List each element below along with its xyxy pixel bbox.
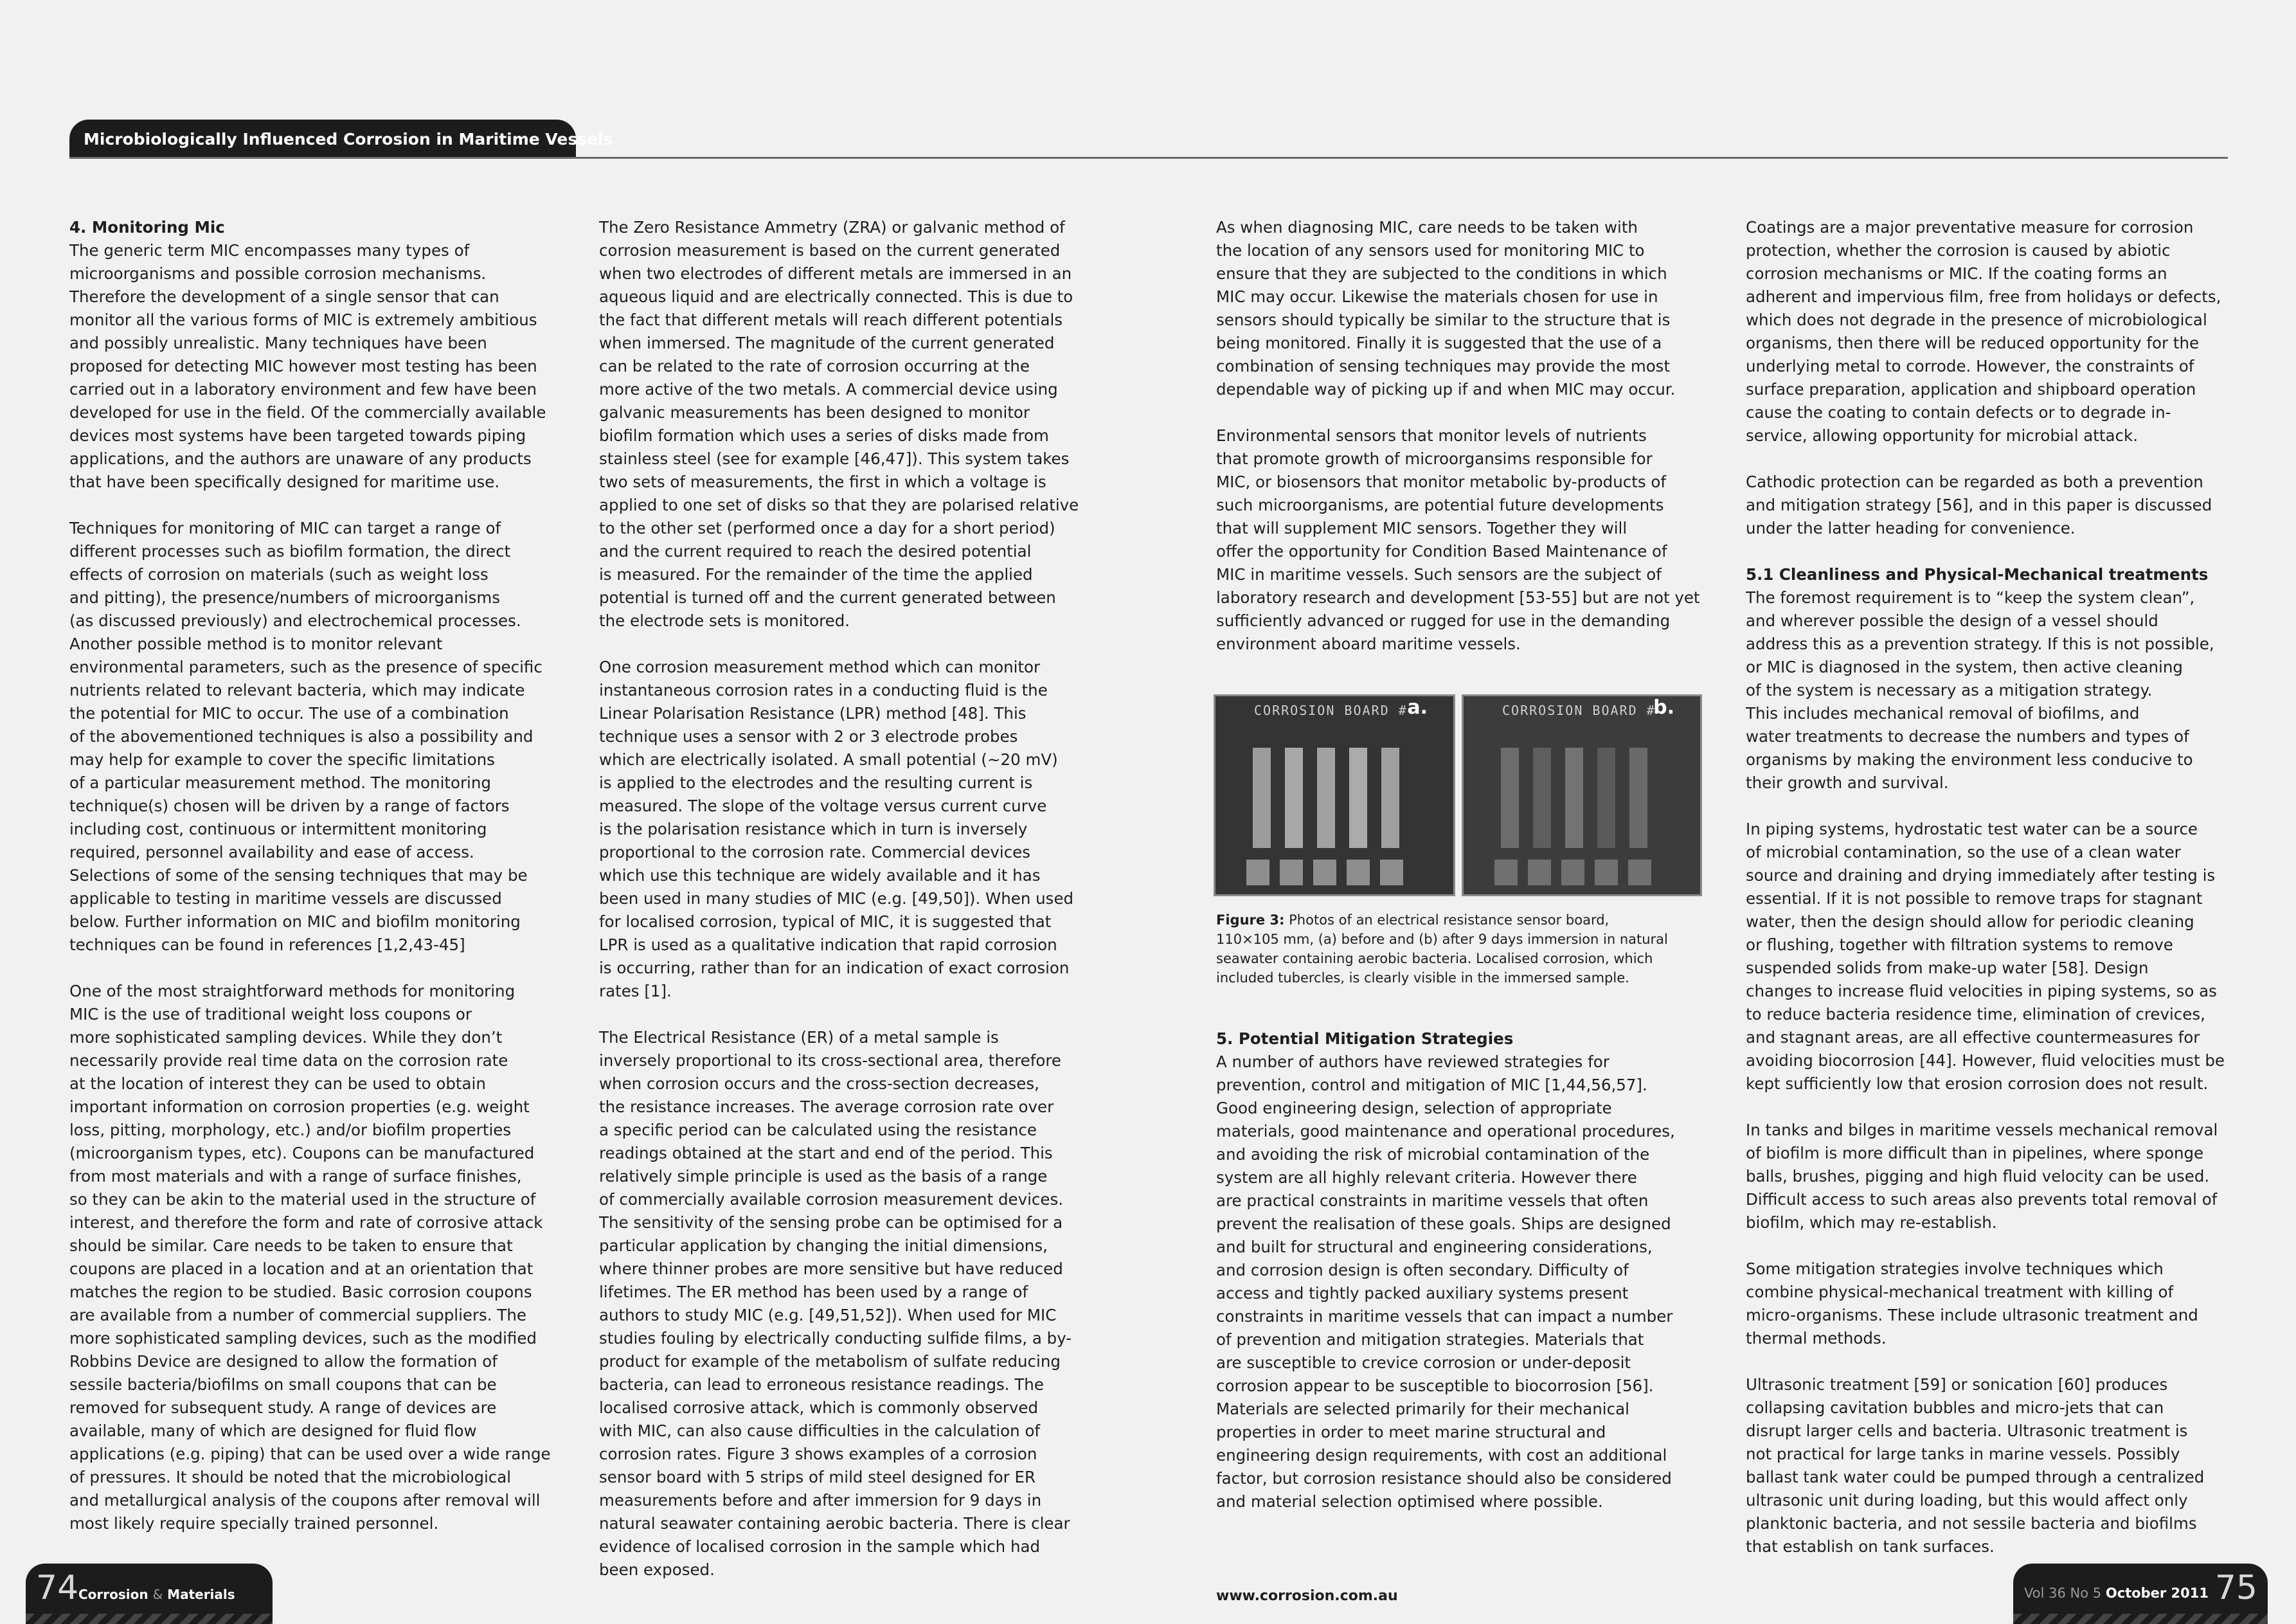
- page-number-left: 74: [36, 1569, 79, 1607]
- figure-photo-before: [1214, 694, 1455, 896]
- solder-pad: [1380, 860, 1403, 885]
- column-3-top: [1216, 216, 1705, 656]
- issue-info: Vol 36 No 5 October 2011: [2024, 1585, 2209, 1601]
- photo-label-b: b.: [1653, 696, 1674, 719]
- paragraph: In piping systems, hydrostatic test water can be a source of microbial contamination, so the use of a clean water source and draining and drying immediately after testing is essential. If it is not possible to remove traps for stagnant water, then the design should allow for periodic cleaning or flushing, together with filtration systems to remove suspended solids from make-up water [58]. Design changes to increase fluid velocities in piping systems, so as to reduce bacteria residence time, elimination of crevices, and stagnant areas, are all effective countermeasures for avoiding biocorrosion [44]. However, fluid velocities must be kept sufficiently low that erosion corrosion does not result.: [1746, 820, 2225, 1093]
- column-2: [599, 216, 1088, 1582]
- board-label: CORROSION BOARD #: [1502, 703, 1656, 718]
- paragraph: Cathodic protection can be regarded as both a prevention and mitigation strategy [56], and in this paper is discussed under the latter heading for convenience.: [1746, 473, 2212, 537]
- solder-pad: [1347, 860, 1370, 885]
- solder-pad: [1595, 860, 1618, 885]
- paragraph: The generic term MIC encompasses many types of microorganisms and possible corrosion mechanisms. Therefore the development of a single sensor that can monitor all the various forms of MIC is extremely ambitious and possibly unrealistic. Many techniques have been proposed for detecting MIC however most testing has been carried out in a laboratory environment and few have been developed for use in the field. Of the commercially available devices most systems have been targeted towards piping applications, and the authors are unaware of any products that have been specifically designed for maritime use.: [69, 241, 546, 491]
- board-label: CORROSION BOARD #: [1254, 703, 1408, 718]
- paragraph: One of the most straightforward methods for monitoring MIC is the use of traditional weight loss coupons or more sophisticated sampling devices. While they don’t necessarily provide real time data on the corrosion rate at the location of interest they can be used to obtain important information on corrosion properties (e.g. weight loss, pitting, morphology, etc.) and/or biofilm properties (microorganism types, etc). Coupons can be manufactured from most materials and with a range of surface finishes, so they can be akin to the material used in the structure of interest, and therefore the form and rate of corrosive attack should be similar. Care needs to be taken to ensure that coupons are placed in a location and at an orientation that matches the region to be studied. Basic corrosion coupons are available from a number of commercial suppliers. The more sophisticated sampling devices, such as the modified Robbins Device are designed to allow the formation of sessile bacteria/biofilms on small coupons that can be removed for subsequent study. A range of devices are available, many of which are designed for fluid flow applications (e.g. piping) that can be used over a wide range of pressures. It should be noted that the microbiological and metallurgical analysis of the coupons after removal will most likely require specially trained personnel.: [69, 982, 551, 1533]
- section-heading-cleanliness: 5.1 Cleanliness and Physical-Mechanical treatments: [1746, 565, 2209, 584]
- paragraph: The Zero Resistance Ammetry (ZRA) or galvanic method of corrosion measurement is based on the current generated when two electrodes of different metals are immersed in an aqueous liquid and are electrically connected. This is due to the fact that different metals will reach different potentials when immersed. The magnitude of the current generated can be related to the rate of corrosion occurring at the more active of the two metals. A commercial device using galvanic measurements has been designed to monitor biofilm formation which uses a series of disks made from stainless steel (see for example [46,47]). This system takes two sets of measurements, the first in which a voltage is applied to one set of disks so that they are polarised relative to the other set (performed once a day for a short period) and the current required to reach the desired potential is measured. For the remainder of the time the applied potential is turned off and the current generated between the electrode sets is monitored.: [599, 218, 1079, 630]
- sensor-board-photo: [1214, 694, 1455, 896]
- corroded-strip: [1501, 748, 1519, 848]
- photo-label-a: a.: [1407, 696, 1428, 719]
- magazine-title: Corrosion & Materials: [78, 1587, 235, 1602]
- corroded-strip: [1629, 748, 1647, 848]
- paragraph: Environmental sensors that monitor levels of nutrients that promote growth of microorgansims responsible for MIC, or biosensors that monitor metabolic by-products of such microorganisms, are potential future developments that will supplement MIC sensors. Together they will offer the opportunity for Condition Based Maintenance of MIC in maritime vessels. Such sensors are the subject of laboratory research and development [53-55] but are not yet sufficiently advanced or rugged for use in the demanding environment aboard maritime vessels.: [1216, 426, 1700, 653]
- steel-strip: [1349, 748, 1367, 848]
- steel-strip: [1381, 748, 1399, 848]
- solder-pad: [1528, 860, 1551, 885]
- paragraph: The foremost requirement is to “keep the system clean”, and wherever possible the design of a vessel should address this as a prevention strategy. If this is not possible, or MIC is diagnosed in the system, then active cleaning of the system is necessary as a mitigation strategy. This includes mechanical removal of biofilms, and water treatments to decrease the numbers and types of organisms by making the environment less conducive to their growth and survival.: [1746, 588, 2214, 792]
- paragraph: Some mitigation strategies involve techniques which combine physical-mechanical treatment with killing of micro-organisms. These include ultrasonic treatment and thermal methods.: [1746, 1259, 2198, 1348]
- paragraph: Coatings are a major preventative measure for corrosion protection, whether the corrosion is caused by abiotic corrosion mechanisms or MIC. If the coating forms an adherent and impervious film, free from holidays or defects, which does not degrade in the presence of microbiological organisms, then there will be reduced opportunity for the underlying metal to corrode. However, the constraints of surface preparation, application and shipboard operation cause the coating to contain defects or to degrade in- service, allowing opportunity for microbial attack.: [1746, 218, 2221, 445]
- website-link[interactable]: www.corrosion.com.au: [1216, 1588, 1398, 1604]
- solder-pad: [1628, 860, 1651, 885]
- footer-left-tab: [26, 1564, 273, 1624]
- paragraph: One corrosion measurement method which can monitor instantaneous corrosion rates in a conducting fluid is the Linear Polarisation Resistance (LPR) method [48]. This technique uses a sensor with 2 or 3 electrode probes which are electrically isolated. A small potential (~20 mV) is applied to the electrodes and the resulting current is measured. The slope of the voltage versus current curve is the polarisation resistance which in turn is inversely proportional to the corrosion rate. Commercial devices which use this technique are widely available and it has been used in many studies of MIC (e.g. [49,50]). When used for localised corrosion, typical of MIC, it is suggested that LPR is used as a qualitative indication that rapid corrosion is occurring, rather than for an indication of exact corrosion rates [1].: [599, 658, 1074, 1000]
- header-rule: [69, 157, 2228, 159]
- steel-strip: [1317, 748, 1335, 848]
- solder-pad: [1494, 860, 1518, 885]
- figure-caption: Figure 3: Photos of an electrical resistance sensor board, 110×105 mm, (a) before and (b) after 9 days immersion in natural seawater containing aerobic bacteria. Localised corrosion, which included tubercles, is clearly visible in the immersed sample.: [1216, 912, 1668, 986]
- sensor-board-photo: [1462, 694, 1702, 896]
- paragraph: As when diagnosing MIC, care needs to be taken with the location of any sensors used for monitoring MIC to ensure that they are subjected to the conditions in which MIC may occur. Likewise the materials chosen for use in sensors should typically be similar to the structure that is being monitored. Finally it is suggested that the use of a combination of sensing techniques may provide the most dependable way of picking up if and when MIC may occur.: [1216, 218, 1676, 399]
- solder-pad: [1313, 860, 1336, 885]
- column-1: [69, 216, 558, 1535]
- corroded-strip: [1565, 748, 1583, 848]
- solder-pad: [1246, 860, 1269, 885]
- solder-pad: [1280, 860, 1303, 885]
- column-4: [1746, 216, 2234, 1558]
- section-heading-mitigation: 5. Potential Mitigation Strategies: [1216, 1029, 1514, 1048]
- figure-photo-after: [1462, 694, 1702, 896]
- column-3-bottom: [1216, 1027, 1705, 1513]
- paragraph: The Electrical Resistance (ER) of a metal sample is inversely proportional to its cross-sectional area, therefore when corrosion occurs and the cross-section decreases, the resistance increases. The average corrosion rate over a specific period can be calculated using the resistance readings obtained at the start and end of the period. This relatively simple principle is used as the basis of a range of commercially available corrosion measurement devices. The sensitivity of the sensing probe can be optimised for a particular application by changing the initial dimensions, where thinner probes are more sensitive but have reduced lifetimes. The ER method has been used by a range of authors to study MIC (e.g. [49,51,52]). When used for MIC studies fouling by electrically conducting sulfide films, a by- product for example of the metabolism of sulfate reducing bacteria, can lead to erroneous resistance readings. The localised corrosive attack, which is commonly observed with MIC, can also cause difficulties in the calculation of corrosion rates. Figure 3 shows examples of a corrosion sensor board with 5 strips of mild steel designed for ER measurements before and after immersion for 9 days in natural seawater containing aerobic bacteria. There is clear evidence of localised corrosion in the sample which had been exposed.: [599, 1028, 1072, 1579]
- running-header: Microbiologically Influenced Corrosion in Maritime Vessels: [69, 120, 576, 158]
- paragraph: A number of authors have reviewed strategies for prevention, control and mitigation of MIC [1,44,56,57]. Good engineering design, selection of appropriate materials, good maintenance and operational procedures, and avoiding the risk of microbial contamination of the system are all highly relevant criteria. However there are practical constraints in maritime vessels that often prevent the realisation of these goals. Ships are designed and built for structural and engineering considerations, and corrosion design is often secondary. Difficulty of access and tightly packed auxiliary systems present constraints in maritime vessels that can impact a number of prevention and mitigation strategies. Materials that are susceptible to crevice corrosion or under-deposit corrosion appear to be susceptible to biocorrosion [56]. Materials are selected primarily for their mechanical properties in order to meet marine structural and engineering design requirements, with cost an additional factor, but corrosion resistance should also be considered and material selection optimised where possible.: [1216, 1052, 1675, 1511]
- paragraph: Techniques for monitoring of MIC can target a range of different processes such as biofilm formation, the direct effects of corrosion on materials (such as weight loss and pitting), the presence/numbers of microorganisms (as discussed previously) and electrochemical processes. Another possible method is to monitor relevant environmental parameters, such as the presence of specific nutrients related to relevant bacteria, which may indicate the potential for MIC to occur. The use of a combination of the abovementioned techniques is also a possibility and may help for example to cover the specific limitations of a particular measurement method. The monitoring technique(s) chosen will be driven by a range of factors including cost, continuous or intermittent monitoring required, personnel availability and ease of access. Selections of some of the sensing techniques that may be applicable to testing in maritime vessels are discussed below. Further information on MIC and biofilm monitoring techniques can be found in references [1,2,43-45]: [69, 519, 543, 954]
- paragraph: In tanks and bilges in maritime vessels mechanical removal of biofilm is more difficult than in pipelines, where sponge balls, brushes, pigging and high fluid velocity can be used. Difficult access to such areas also prevents total removal of biofilm, which may re-establish.: [1746, 1121, 2218, 1232]
- steel-strip: [1285, 748, 1303, 848]
- corroded-strip: [1597, 748, 1615, 848]
- paragraph: Ultrasonic treatment [59] or sonication [60] produces collapsing cavitation bubbles and micro-jets that can disrupt larger cells and bacteria. Ultrasonic treatment is not practical for large tanks in marine vessels. Possibly ballast tank water could be pumped through a centralized ultrasonic unit during loading, but this would affect only planktonic bacteria, and not sessile bacteria and biofilms that establish on tank surfaces.: [1746, 1375, 2205, 1556]
- steel-strip: [1253, 748, 1271, 848]
- section-heading-monitoring: 4. Monitoring Mic: [69, 218, 225, 237]
- solder-pad: [1561, 860, 1584, 885]
- corroded-strip: [1533, 748, 1551, 848]
- footer-right-tab: [2013, 1564, 2268, 1624]
- page-number-right: 75: [2214, 1569, 2257, 1607]
- footer-stripes: [2013, 1614, 2268, 1624]
- footer-stripes: [26, 1614, 273, 1624]
